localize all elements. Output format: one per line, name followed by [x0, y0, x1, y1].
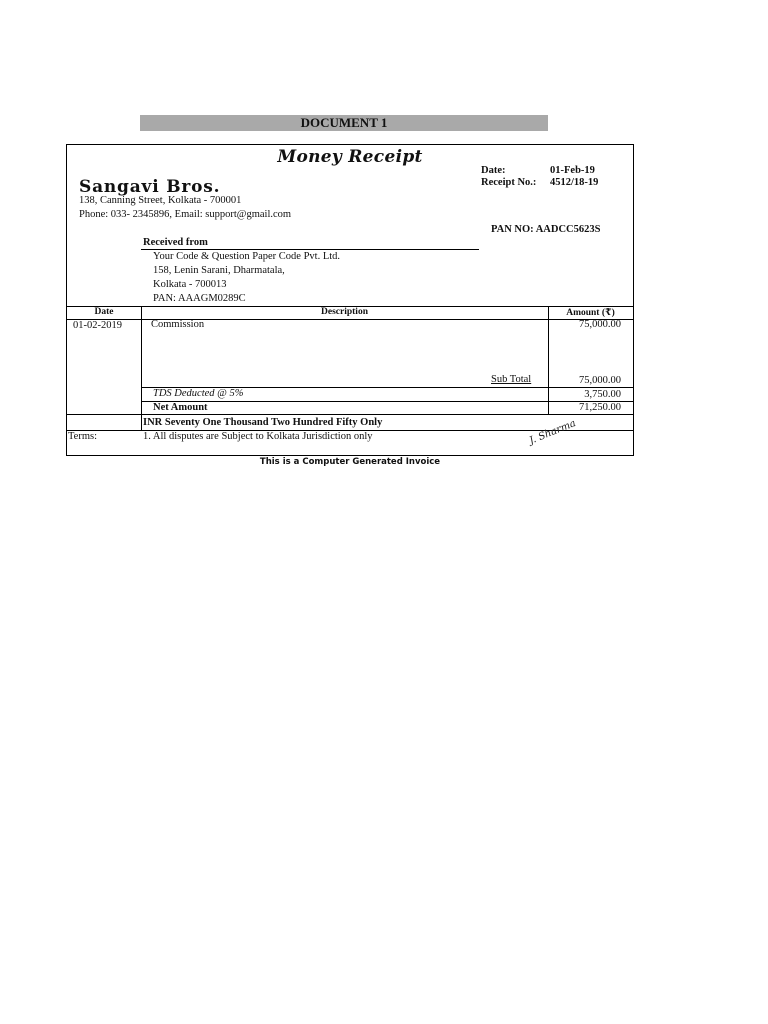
- date-label: Date:: [481, 165, 506, 176]
- tds-value: 3,750.00: [584, 389, 621, 400]
- net-border: [67, 414, 633, 415]
- received-from-label: Received from: [143, 237, 208, 248]
- row-amount: 75,000.00: [579, 319, 621, 330]
- date-header: Date: [94, 307, 114, 317]
- receipt-title: Money Receipt: [277, 147, 423, 167]
- net-amount-value: 71,250.00: [579, 402, 621, 413]
- row-date: 01-02-2019: [73, 320, 122, 331]
- terms-label: Terms:: [68, 431, 98, 442]
- net-amount-label: Net Amount: [153, 402, 208, 413]
- subtotal-label: Sub Total: [491, 374, 532, 385]
- money-receipt: [66, 144, 634, 456]
- terms-text: 1. All disputes are Subject to Kolkata Jurisdiction only: [143, 431, 373, 442]
- company-contact: Phone: 033- 2345896, Email: support@gmail.com: [79, 209, 292, 220]
- tds-label: TDS Deducted @ 5%: [153, 388, 244, 399]
- company-address: 138, Canning Street, Kolkata - 700001: [79, 195, 242, 206]
- receipt-no-value: 4512/18-19: [550, 177, 599, 188]
- payer-line-1: Your Code & Question Paper Code Pvt. Ltd.: [153, 251, 341, 262]
- subtotal-value: 75,000.00: [579, 375, 621, 386]
- received-from-underline: [141, 249, 479, 250]
- row-description: Commission: [151, 319, 205, 330]
- footer-note: This is a Computer Generated Invoice: [259, 457, 441, 467]
- payer-pan: PAN: AAAGM0289C: [153, 293, 246, 304]
- document-label: DOCUMENT 1: [140, 115, 548, 131]
- description-header: Description: [321, 307, 368, 317]
- pan-number: PAN NO: AADCC5623S: [491, 224, 601, 235]
- amount-in-words: INR Seventy One Thousand Two Hundred Fifty Only: [143, 417, 383, 428]
- payer-line-2: 158, Lenin Sarani, Dharmatala,: [153, 265, 285, 276]
- date-col-divider: [141, 306, 142, 430]
- company-name: Sangavi Bros.: [79, 177, 221, 197]
- signature: J. Sharma: [527, 418, 578, 447]
- amount-header: Amount (₹): [566, 308, 615, 318]
- date-value: 01-Feb-19: [550, 165, 595, 176]
- receipt-no-label: Receipt No.:: [481, 177, 537, 188]
- payer-line-3: Kolkata - 700013: [153, 279, 227, 290]
